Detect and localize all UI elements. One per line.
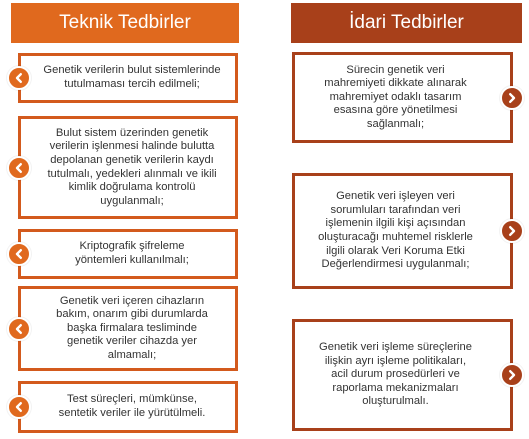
administrative-measure-text: Genetik veri işleme süreçlerine ilişkin ayrı işleme politikaları, acil durum prosedürleri ve raporlama mekanizmaları oluşturulmalı. [319, 341, 472, 408]
technical-measure-card-4 [18, 286, 238, 371]
administrative-measure-text: Sürecin genetik veri mahremiyeti dikkate alınarak mahremiyet odaklı tasarım esasına göre yönetilmesi sağlanmalı; [324, 63, 467, 130]
technical-measure-text: Test süreçleri, mümkünse, sentetik veriler ile yürütülmeli. [58, 393, 206, 419]
technical-measure-card-5 [18, 381, 238, 433]
technical-measure-text: Genetik veri içeren cihazların bakım, onarım gibi durumlarda başka firmalara tesliminde genetik veriler cihazda yer almamalı; [56, 294, 208, 361]
technical-measure-text: Genetik verilerin bulut sistemlerinde tutulmaması tercih edilmeli; [43, 64, 221, 90]
technical-measure-card-2 [18, 116, 238, 219]
technical-measures-title: Teknik Tedbirler [59, 12, 191, 33]
administrative-measure-card-2 [292, 173, 513, 289]
technical-measure-card-3 [18, 229, 238, 279]
technical-measure-text: Kriptografik şifreleme yöntemleri kullanılmalı; [75, 240, 189, 266]
administrative-measure-text: Genetik veri işleyen veri sorumluları tarafından veri işlemenin ilgili kişi açısından oluşturacağı muhtemel risklerle ilgili olarak Veri Koruma Etki Değerlendirmesi uygulanmalı; [318, 190, 473, 271]
technical-measures-header [11, 3, 239, 43]
administrative-measures-header [291, 3, 522, 43]
chevron-left-icon[interactable] [7, 317, 31, 341]
administrative-measure-card-3 [292, 319, 513, 431]
chevron-left-icon[interactable] [7, 242, 31, 266]
chevron-left-icon[interactable] [7, 395, 31, 419]
administrative-measure-card-1 [292, 52, 513, 143]
technical-measure-text: Bulut sistem üzerinden genetik verilerin işlenmesi halinde bulutta depolanan genetik verilerin kaydı tutulmalı, yedekleri alınmalı ve ikili kimlik doğrulama kontrolü uygulanmalı; [47, 126, 217, 207]
chevron-right-icon[interactable] [500, 219, 524, 243]
chevron-left-icon[interactable] [7, 66, 31, 90]
technical-measure-card-1 [18, 53, 238, 103]
chevron-right-icon[interactable] [500, 86, 524, 110]
chevron-right-icon[interactable] [500, 363, 524, 387]
administrative-measures-title: İdari Tedbirler [349, 12, 464, 33]
chevron-left-icon[interactable] [7, 156, 31, 180]
